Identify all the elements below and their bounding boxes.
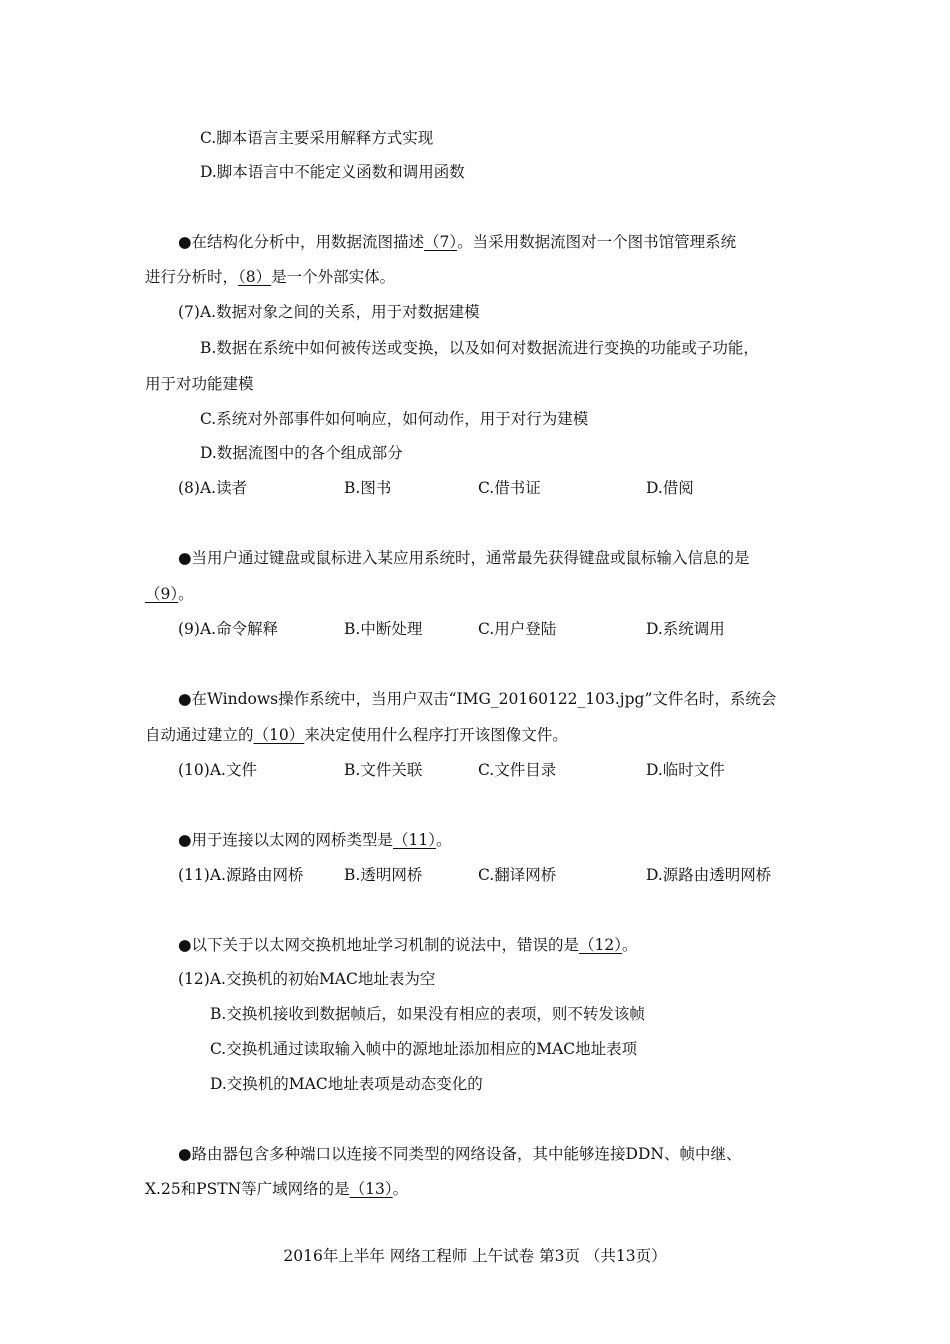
blank-11: （11） [393,831,437,849]
options-row-8 [178,477,898,499]
question-stem-cont: （9）。 [145,585,194,603]
option-9d: D.系统调用 [646,620,725,638]
option-10b: B.文件关联 [344,761,423,779]
option-9a: (9)A.命令解释 [178,620,279,638]
question-stem-cont: 自动通过建立的（10）来决定使用什么程序打开该图像文件。 [145,726,568,744]
options-row-11 [178,864,898,886]
blank-10: （10） [253,726,305,744]
question-stem: ●以下关于以太网交换机地址学习机制的说法中，错误的是（12）。 [178,936,638,954]
option-8a: (8)A.读者 [178,479,248,497]
blank-12: （12） [579,936,623,954]
question-stem: ●在Windows操作系统中，当用户双击“IMG_20160122_103.jpg”文件名时，系统会 [178,690,777,708]
question-stem-cont: 进行分析时，（8）是一个外部实体。 [145,268,396,286]
option-12b: B.交换机接收到数据帧后，如果没有相应的表项，则不转发该帧 [210,1005,645,1023]
blank-9: （9） [145,585,179,603]
option-d: D.脚本语言中不能定义函数和调用函数 [200,163,465,181]
option-11c: C.翻译网桥 [478,866,557,884]
blank-13: （13） [349,1180,393,1198]
question-stem-cont: X.25和PSTN等广域网络的是（13）。 [145,1180,409,1198]
option-9b: B.中断处理 [344,620,423,638]
question-stem: ●路由器包含多种端口以连接不同类型的网络设备，其中能够连接DDN、帧中继、 [178,1145,742,1163]
option-7a: (7)A.数据对象之间的关系，用于对数据建模 [178,303,480,321]
option-12d: D.交换机的MAC地址表项是动态变化的 [210,1075,483,1093]
option-7d: D.数据流图中的各个组成部分 [200,444,403,462]
question-stem: ●用于连接以太网的网桥类型是（11）。 [178,831,452,849]
option-7c: C.系统对外部事件如何响应，如何动作，用于对行为建模 [200,410,589,428]
option-8b: B.图书 [344,479,392,497]
option-12a: (12)A.交换机的初始MAC地址表为空 [178,970,436,988]
option-8c: C.借书证 [478,479,541,497]
option-7b-cont: 用于对功能建模 [145,375,254,393]
option-10d: D.临时文件 [646,761,725,779]
option-12c: C.交换机通过读取输入帧中的源地址添加相应的MAC地址表项 [210,1040,638,1058]
option-9c: C.用户登陆 [478,620,557,638]
option-10a: (10)A.文件 [178,761,257,779]
question-stem: ●当用户通过键盘或鼠标进入某应用系统时，通常最先获得键盘或鼠标输入信息的是 [178,549,750,567]
blank-7: （7） [424,233,458,251]
page-footer: 2016年上半年 网络工程师 上午试卷 第3页 （共13页） [283,1247,667,1265]
option-11a: (11)A.源路由网桥 [178,866,304,884]
option-c: C.脚本语言主要采用解释方式实现 [200,129,434,147]
options-row-9 [178,618,898,640]
options-row-10 [178,759,898,781]
option-11b: B.透明网桥 [344,866,423,884]
option-11d: D.源路由透明网桥 [646,866,772,884]
option-10c: C.文件目录 [478,761,557,779]
option-7b: B.数据在系统中如何被传送或变换，以及如何对数据流进行变换的功能或子功能， [200,339,759,357]
question-stem: ●在结构化分析中，用数据流图描述（7）。当采用数据流图对一个图书馆管理系统 [178,233,737,251]
option-8d: D.借阅 [646,479,694,497]
blank-8: （8） [238,268,272,286]
